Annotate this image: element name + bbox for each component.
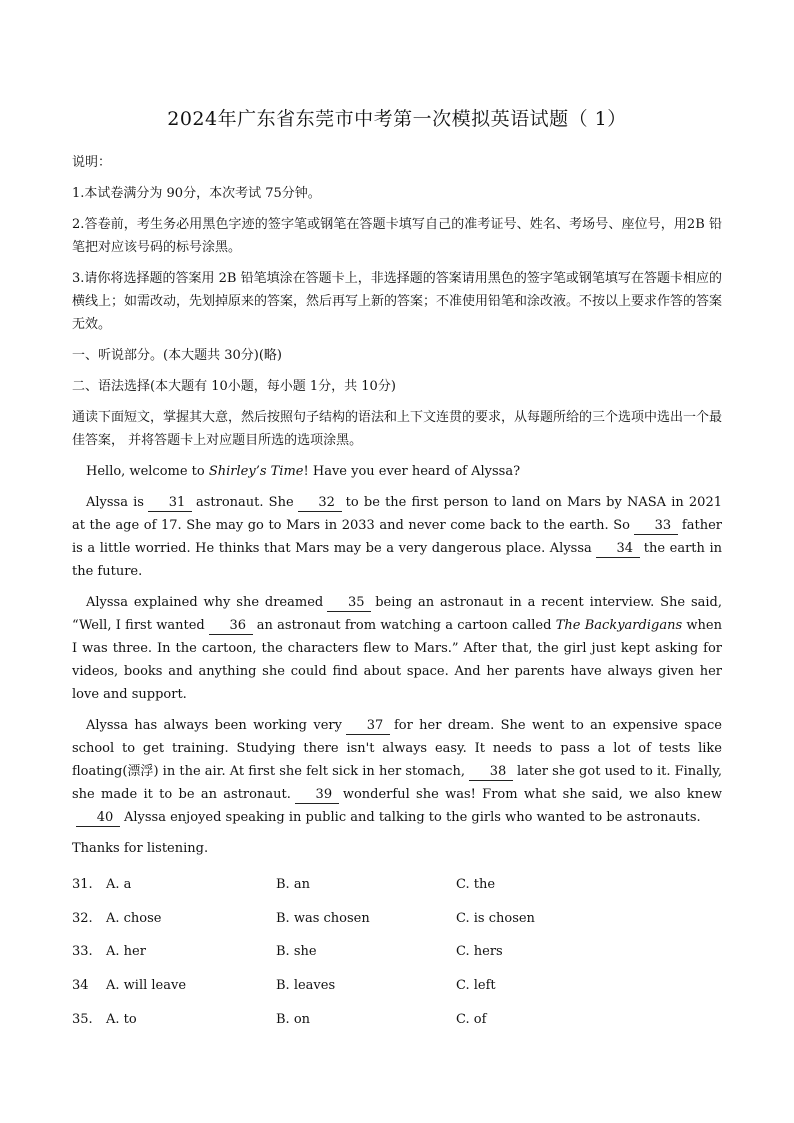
section-grammar: 二、语法选择(本大题有 10小题，每小题 1分，共 10分) [72,379,396,394]
option-c: C. left [456,978,496,994]
option-c: C. the [456,877,496,893]
options-list [72,868,722,1036]
option-a: A. to [106,1011,137,1027]
question-number: 31. [72,877,93,893]
passage-paragraph-1: Alyssa is 31 astronaut. She 32 to be the first person to land on Mars by NASA in 2021 at the age of 17. She may go to Mars in 2033 and never come back to the earth. So 33 father is a little worried. He thinks that Mars may be a very dangerous place. Alyssa 34 the earth in the future. [72,495,723,579]
option-a: A. chose [106,910,162,926]
option-c: C. hers [456,944,503,960]
blank-32: 32 [298,495,342,512]
passage-intro: Hello, welcome to Shirley’s Time! Have you ever heard of Alyssa? [86,464,521,479]
option-b: B. an [276,877,310,893]
instruction-item: 1.本试卷满分为 90分，本次考试 75分钟。 [72,186,321,201]
option-a: A. her [106,944,146,960]
question-number: 33. [72,944,93,960]
question-row [72,935,722,969]
option-c: C. is chosen [456,910,535,926]
exam-page [72,100,722,1036]
show-name: Shirley’s Time [208,464,304,479]
instructions-heading: 说明： [72,155,112,170]
blank-34: 34 [596,541,640,558]
blank-40: 40 [76,810,120,827]
blank-33: 33 [634,518,678,535]
blank-39: 39 [295,787,339,804]
question-number: 35. [72,1011,93,1027]
option-b: B. on [276,1011,311,1027]
question-number: 34 [72,978,89,994]
passage-paragraph-3: Alyssa has always been working very 37 for her dream. She went to an expensive space school to get training. Studying there isn't always easy. It needs to pass a lot of tests like floating(漂浮) in the air. At first she felt sick in her stomach, 38 later she got used to it. Finally, she made it to be an astronaut. 39 wonderful she was! From what she said, we also knew40 Alyssa enjoyed speaking in public and talking to the girls who wanted to be astronauts. [72,718,723,825]
option-b: B. she [276,944,317,960]
passage-closing: Thanks for listening. [72,841,209,856]
option-a: A. a [106,877,132,893]
blank-38: 38 [469,764,513,781]
blank-35: 35 [327,595,371,612]
question-row [72,969,722,1003]
cartoon-name: The Backyardigans [555,618,683,633]
option-b: B. leaves [276,978,336,994]
option-a: A. will leave [106,978,187,994]
question-row [72,868,722,902]
section-listening: 一、听说部分。(本大题共 30分)(略) [72,348,282,363]
passage-paragraph-2: Alyssa explained why she dreamed 35 being an astronaut in a recent interview. She said, “Well, I first wanted 36 an astronaut from watching a cartoon called The Backyardigans when I was three. In the cartoon, the characters flew to Mars.” After that, the girl just kept asking for videos, books and anything she could find about space. And her parents have always given her love and support. [72,595,723,702]
question-row [72,902,722,936]
grammar-directions: 通读下面短文，掌握其大意，然后按照句子结构的语法和上下文连贯的要求，从每题所给的三个选项中选出一个最佳答案， 并将答题卡上对应题目所选的选项涂黑。 [72,410,723,448]
option-c: C. of [456,1011,487,1027]
instruction-item: 3.请你将选择题的答案用 2B 铅笔填涂在答题卡上，非选择题的答案请用黑色的签字笔或钢笔填写在答题卡相应的横线上；如需改动，先划掉原来的答案，然后再写上新的答案；不准使用铅笔和涂改液。不按以上要求作答的答案无效。 [72,271,723,332]
blank-36: 36 [209,618,253,635]
instruction-item: 2.答卷前，考生务必用黑色字迹的签字笔或钢笔在答题卡填写自己的准考证号、姓名、考场号、座位号，用2B 铅笔把对应该号码的标号涂黑。 [72,217,722,255]
blank-31: 31 [148,495,192,512]
question-row [72,1002,722,1036]
page-title: 2024年广东省东莞市中考第一次模拟英语试题（ 1） [167,108,627,130]
question-number: 32. [72,910,93,926]
blank-37: 37 [346,718,390,735]
option-b: B. was chosen [276,910,370,926]
